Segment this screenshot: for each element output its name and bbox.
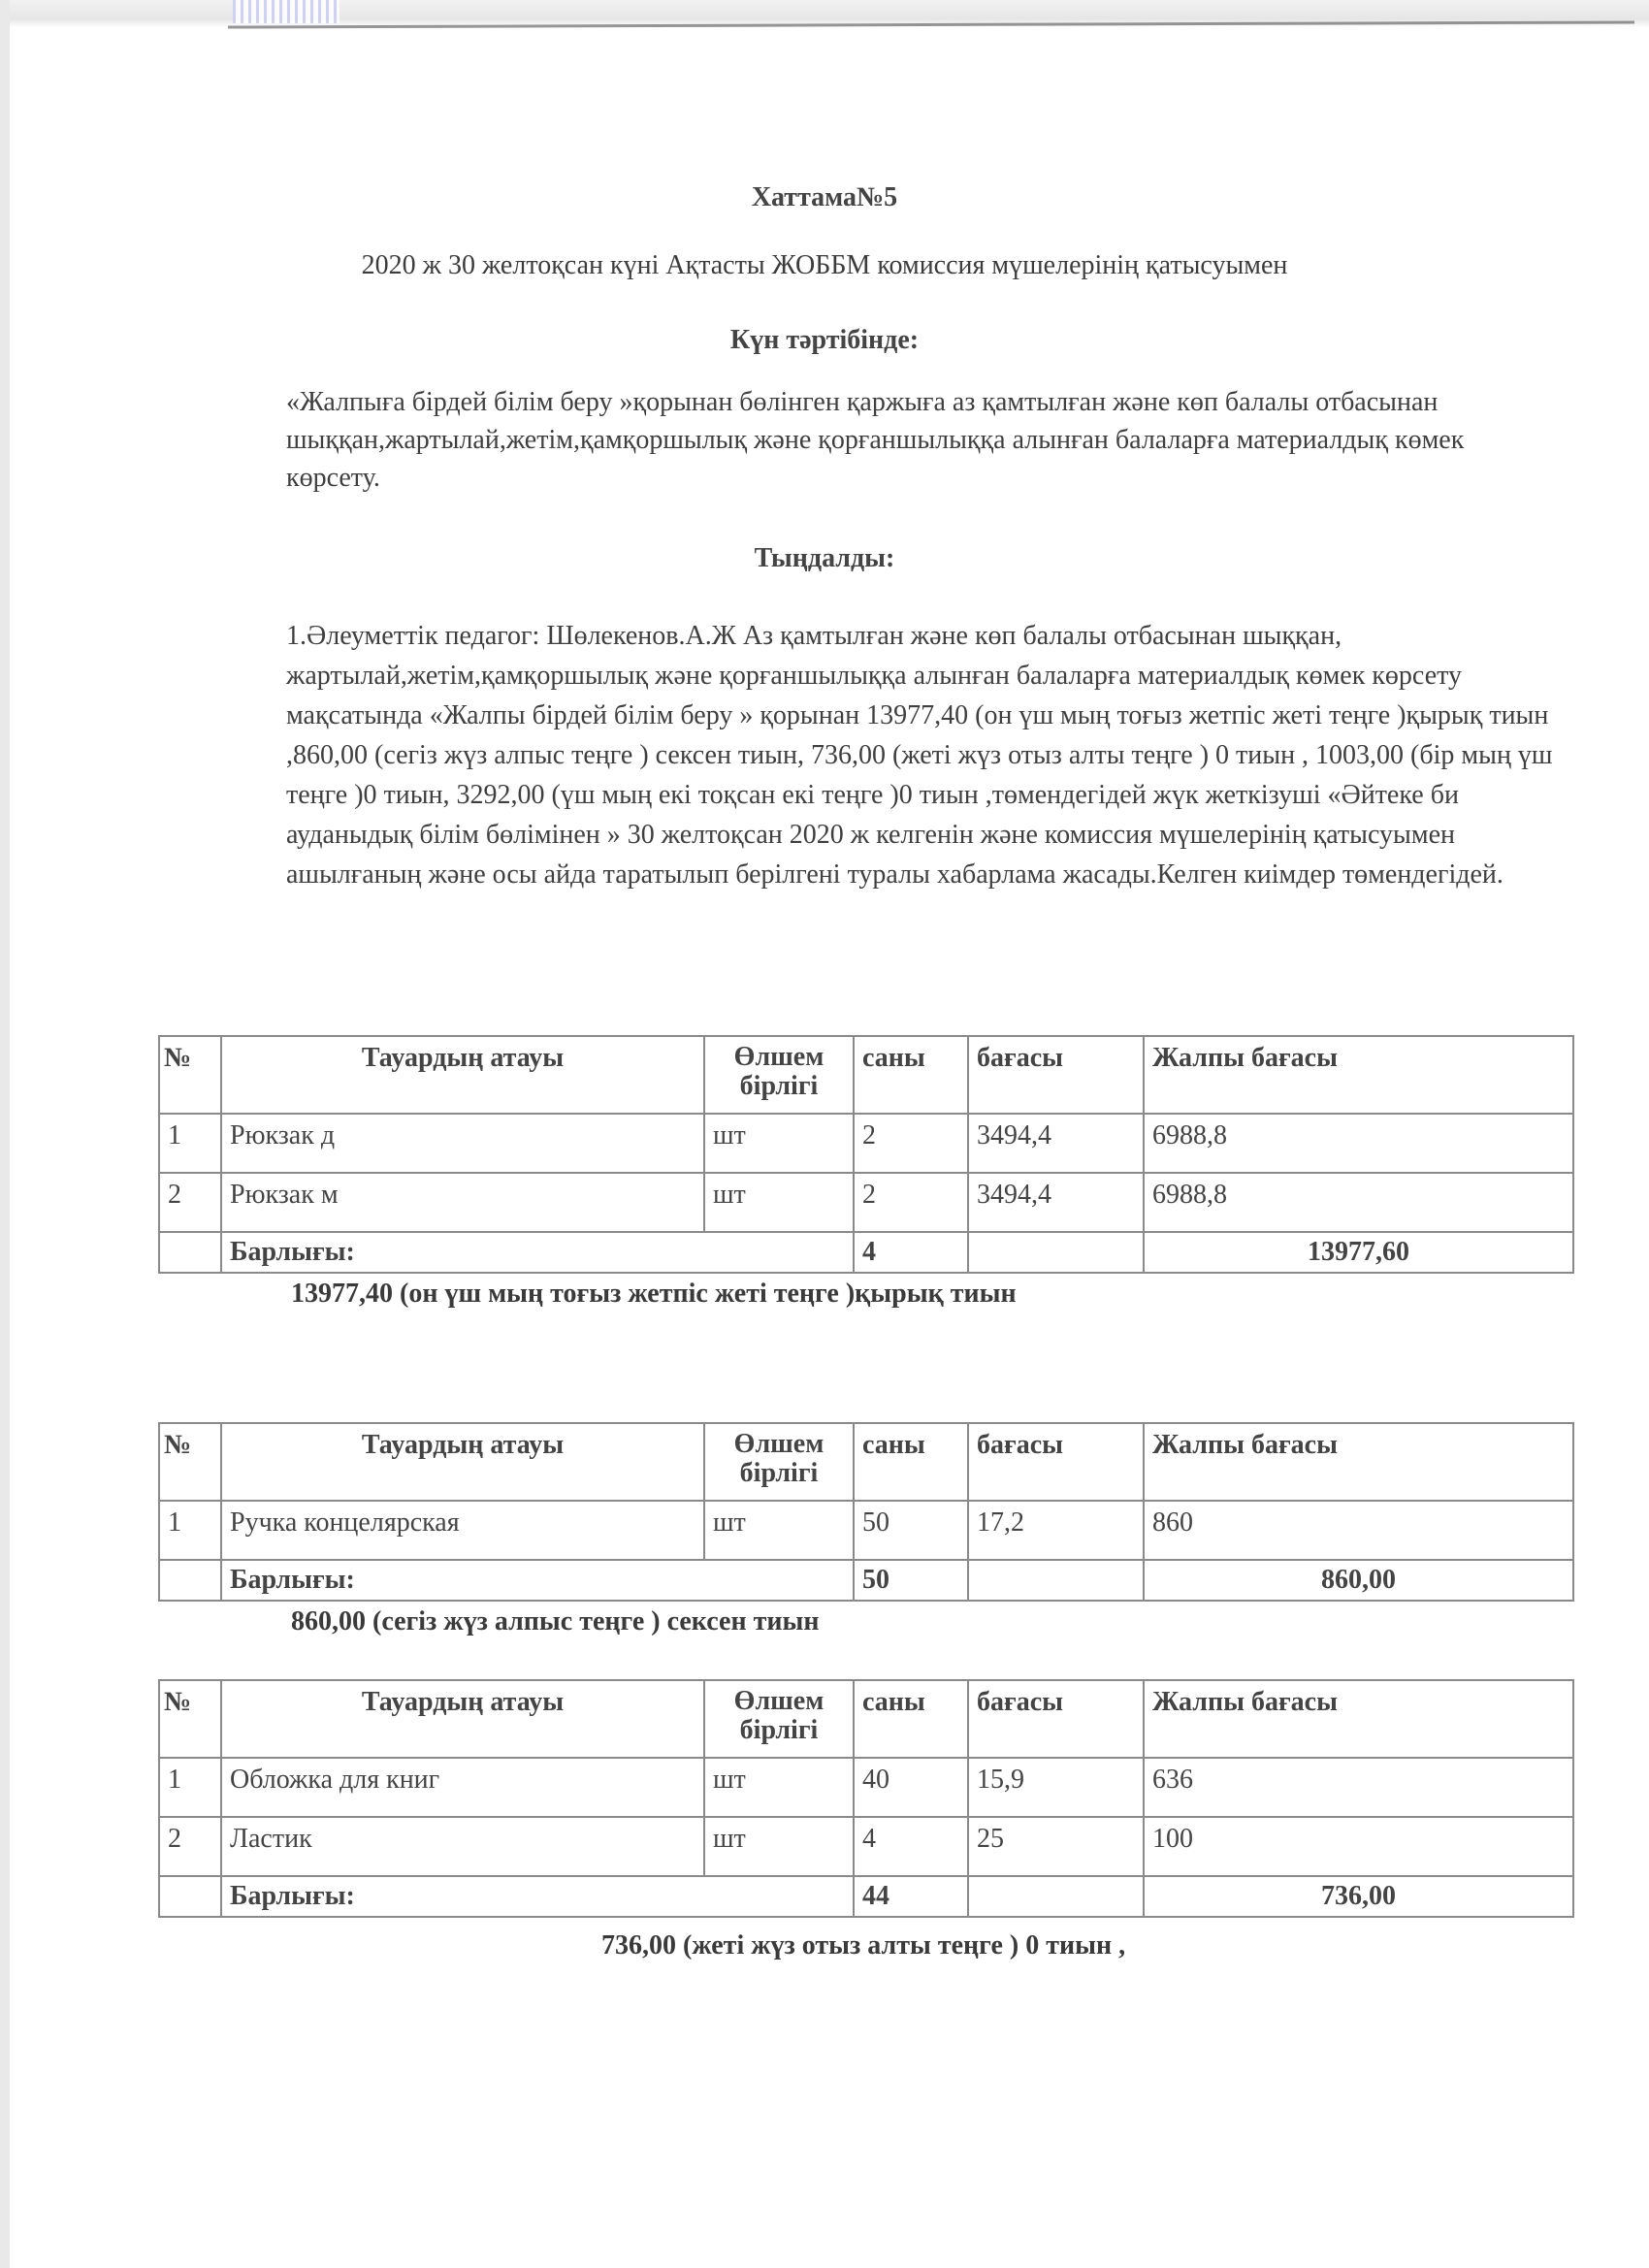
table-row xyxy=(159,1501,1573,1560)
cell-no: 1 xyxy=(159,1758,221,1817)
cell-no: 1 xyxy=(159,1501,221,1560)
header-name: Тауардың атауы xyxy=(221,1423,704,1501)
header-no: № xyxy=(159,1423,221,1501)
header-name: Тауардың атауы xyxy=(221,1036,704,1114)
goods-table-1 xyxy=(158,1035,1574,1274)
cell-qty: 2 xyxy=(854,1114,968,1173)
sum-empty-price xyxy=(968,1232,1144,1273)
header-unit: Өлшем бірлігі xyxy=(704,1423,854,1501)
sum-total: 860,00 xyxy=(1144,1560,1573,1601)
cell-no: 2 xyxy=(159,1817,221,1876)
table-header-row xyxy=(159,1423,1573,1501)
cell-qty: 40 xyxy=(854,1758,968,1817)
header-unit: Өлшем бірлігі xyxy=(704,1680,854,1758)
cell-unit: шт xyxy=(704,1501,854,1560)
table-sum-row xyxy=(159,1876,1573,1917)
cell-price: 25 xyxy=(968,1817,1144,1876)
table-row xyxy=(159,1817,1573,1876)
header-no: № xyxy=(159,1036,221,1114)
paper-fold-line xyxy=(228,20,1634,28)
cell-name: Обложка для книг xyxy=(221,1758,704,1817)
cell-name: Ластик xyxy=(221,1817,704,1876)
sum-empty-price xyxy=(968,1876,1144,1917)
sum-qty: 4 xyxy=(854,1232,968,1273)
amount-in-words-3: 736,00 (жеті жүз отыз алты теңге ) 0 тиын , xyxy=(601,1930,1126,1960)
sum-total: 736,00 xyxy=(1144,1876,1573,1917)
amount-in-words-1: 13977,40 (он үш мың тоғыз жетпіс жеті теңге )қырық тиын xyxy=(291,1279,1017,1309)
table-header-row xyxy=(159,1036,1573,1114)
header-no: № xyxy=(159,1680,221,1758)
sum-label: Барлығы: xyxy=(221,1560,854,1601)
goods-table-2 xyxy=(158,1422,1574,1602)
table-sum-row xyxy=(159,1560,1573,1601)
amount-in-words-2: 860,00 (сегіз жүз алпыс теңге ) сексен тиын xyxy=(291,1606,820,1636)
table-row xyxy=(159,1758,1573,1817)
cell-total: 860 xyxy=(1144,1501,1573,1560)
header-total: Жалпы бағасы xyxy=(1144,1423,1573,1501)
cell-qty: 4 xyxy=(854,1817,968,1876)
sum-qty: 44 xyxy=(854,1876,968,1917)
header-total: Жалпы бағасы xyxy=(1144,1036,1573,1114)
heard-text: 1.Әлеуметтік педагог: Шөлекенов.А.Ж Аз қамтылған және көп балалы отбасынан шыққан, жартылай,жетім,қамқоршылық және қорғаншылыққа алынған балаларға материалдық көмек көрсету мақсатында «Жалпы бірдей білім беру » қорынан 13977,40 (он үш мың тоғыз жетпіс жеті теңге )қырық тиын ,860,00 (сегіз жүз алпыс теңге ) сексен тиын, 736,00 (жеті жүз отыз алты теңге ) 0 тиын , 1003,00 (бір мың үш теңге )0 тиын, 3292,00 (үш мың екі тоқсан екі теңге )0 тиын ,төмендегідей жүк жеткізуші «Әйтеке би ауданыдық білім бөлімінен » 30 желтоқсан 2020 ж келгенін және комиссия мүшелерінің қатысуымен ашылғаның және осы айда таратылып берілгені туралы хабарлама жасады.Келген киімдер төмендегідей. xyxy=(286,621,1553,890)
header-qty: саны xyxy=(854,1680,968,1758)
header-price: бағасы xyxy=(968,1680,1144,1758)
sum-label: Барлығы: xyxy=(221,1876,854,1917)
scan-edge-artifact xyxy=(0,0,1649,27)
cell-price: 3494,4 xyxy=(968,1114,1144,1173)
goods-table-3 xyxy=(158,1679,1574,1918)
sum-empty-cell xyxy=(159,1560,221,1601)
cell-price: 15,9 xyxy=(968,1758,1144,1817)
cell-price: 17,2 xyxy=(968,1501,1144,1560)
table-sum-row xyxy=(159,1232,1573,1273)
cell-name: Рюкзак д xyxy=(221,1114,704,1173)
cell-unit: шт xyxy=(704,1817,854,1876)
header-price: бағасы xyxy=(968,1036,1144,1114)
cell-no: 2 xyxy=(159,1173,221,1232)
document-title: Хаттама№5 xyxy=(751,182,898,212)
cell-total: 6988,8 xyxy=(1144,1173,1573,1232)
table-row xyxy=(159,1173,1573,1232)
header-price: бағасы xyxy=(968,1423,1144,1501)
sum-label: Барлығы: xyxy=(221,1232,854,1273)
heard-heading: Тыңдалды: xyxy=(754,543,895,573)
ink-mark xyxy=(233,0,340,23)
sum-empty-price xyxy=(968,1560,1144,1601)
table-row xyxy=(159,1114,1573,1173)
cell-name: Рюкзак м xyxy=(221,1173,704,1232)
cell-no: 1 xyxy=(159,1114,221,1173)
header-total: Жалпы бағасы xyxy=(1144,1680,1573,1758)
header-unit: Өлшем бірлігі xyxy=(704,1036,854,1114)
agenda-text: «Жалпыға бірдей білім беру »қорынан бөлінген қаржыға аз қамтылған және көп балалы отбасынан шыққан,жартылай,жетім,қамқоршылық және қорғаншылыққа алынған балаларға материалдық көмек көрсету. xyxy=(286,387,1465,493)
cell-unit: шт xyxy=(704,1173,854,1232)
sum-empty-cell xyxy=(159,1232,221,1273)
header-name: Тауардың атауы xyxy=(221,1680,704,1758)
document-subtitle: 2020 ж 30 желтоқсан күні Ақтасты ЖОББМ комиссия мүшелерінің қатысуымен xyxy=(361,250,1288,280)
agenda-heading: Күн тәртібінде: xyxy=(729,325,920,355)
sum-qty: 50 xyxy=(854,1560,968,1601)
sum-empty-cell xyxy=(159,1876,221,1917)
cell-qty: 50 xyxy=(854,1501,968,1560)
header-qty: саны xyxy=(854,1036,968,1114)
cell-unit: шт xyxy=(704,1114,854,1173)
header-qty: саны xyxy=(854,1423,968,1501)
cell-total: 100 xyxy=(1144,1817,1573,1876)
cell-qty: 2 xyxy=(854,1173,968,1232)
sum-total: 13977,60 xyxy=(1144,1232,1573,1273)
cell-unit: шт xyxy=(704,1758,854,1817)
cell-total: 6988,8 xyxy=(1144,1114,1573,1173)
cell-price: 3494,4 xyxy=(968,1173,1144,1232)
cell-name: Ручка концелярская xyxy=(221,1501,704,1560)
cell-total: 636 xyxy=(1144,1758,1573,1817)
table-header-row xyxy=(159,1680,1573,1758)
